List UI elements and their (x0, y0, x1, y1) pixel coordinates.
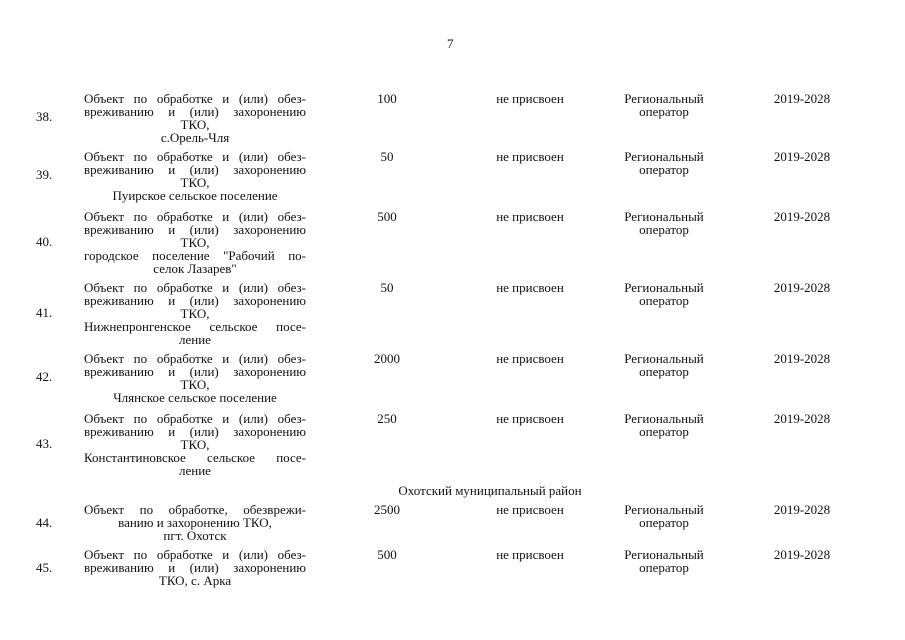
operator-line: Региональный (624, 280, 704, 295)
object-name (84, 412, 306, 477)
registry-code: не присвоен (496, 351, 564, 366)
name-line: вреживанию и (или) захоронению (84, 162, 306, 177)
capacity: 2500 (374, 502, 400, 517)
name-line: вреживанию и (или) захоронению (84, 560, 306, 575)
name-line: Объект по обработке и (или) обез- (84, 411, 306, 426)
operator (604, 92, 724, 118)
object-name (84, 548, 306, 587)
object-name (84, 281, 306, 346)
name-line: Члянское сельское поселение (113, 390, 277, 405)
operator-line: оператор (639, 162, 689, 177)
operator-line: оператор (639, 515, 689, 530)
capacity: 50 (380, 280, 394, 295)
row-number: 38. (36, 109, 53, 124)
registry-code: не присвоен (496, 149, 564, 164)
name-line: ТКО, (180, 117, 210, 132)
name-line: ление (179, 463, 211, 478)
row-number: 44. (36, 515, 53, 530)
operator (604, 150, 724, 176)
operator-line: Региональный (624, 91, 704, 106)
name-line: с.Орель-Чля (160, 130, 230, 145)
registry-code: не присвоен (496, 547, 564, 562)
name-line: вреживанию и (или) захоронению (84, 424, 306, 439)
capacity: 50 (380, 149, 394, 164)
page-number: 7 (447, 36, 454, 51)
period: 2019-2028 (773, 411, 831, 426)
name-line: Объект по обработке и (или) обез- (84, 280, 306, 295)
name-line: вреживанию и (или) захоронению (84, 222, 306, 237)
period: 2019-2028 (773, 280, 831, 295)
name-line: вреживанию и (или) захоронению (84, 104, 306, 119)
object-name (84, 150, 306, 202)
operator-line: Региональный (624, 411, 704, 426)
period: 2019-2028 (773, 547, 831, 562)
name-line: Объект по обработке и (или) обез- (84, 209, 306, 224)
operator-line: Региональный (624, 351, 704, 366)
name-line: ТКО, (180, 437, 210, 452)
registry-code: не присвоен (496, 502, 564, 517)
operator (604, 352, 724, 378)
operator-line: оператор (639, 222, 689, 237)
name-line: Объект по обработке и (или) обез- (84, 91, 306, 106)
capacity: 250 (377, 411, 397, 426)
operator-line: оператор (639, 364, 689, 379)
row-number: 40. (36, 234, 53, 249)
registry-code: не присвоен (496, 411, 564, 426)
operator-line: Региональный (624, 502, 704, 517)
operator-line: Региональный (624, 209, 704, 224)
name-line: вреживанию и (или) захоронению (84, 364, 306, 379)
registry-code: не присвоен (496, 209, 564, 224)
name-line: пгт. Охотск (163, 528, 227, 543)
name-line: Объект по обработке, обезврежи- (84, 502, 306, 517)
period: 2019-2028 (773, 149, 831, 164)
name-line: Объект по обработке и (или) обез- (84, 547, 306, 562)
registry-code: не присвоен (496, 91, 564, 106)
name-line: вреживанию и (или) захоронению (84, 293, 306, 308)
capacity: 500 (377, 209, 397, 224)
object-name (84, 503, 306, 542)
name-line: ТКО, с. Арка (158, 573, 232, 588)
operator-line: оператор (639, 424, 689, 439)
period: 2019-2028 (773, 91, 831, 106)
operator-line: Региональный (624, 547, 704, 562)
operator-line: Региональный (624, 149, 704, 164)
period: 2019-2028 (773, 209, 831, 224)
capacity: 100 (377, 91, 397, 106)
name-line: Объект по обработке и (или) обез- (84, 149, 306, 164)
object-name (84, 92, 306, 144)
object-name (84, 352, 306, 404)
object-name (84, 210, 306, 275)
period: 2019-2028 (773, 351, 831, 366)
operator (604, 281, 724, 307)
name-line: Нижнепронгенское сельское посе- (84, 319, 306, 334)
name-line: Пуирское сельское поселение (112, 188, 278, 203)
capacity: 2000 (374, 351, 400, 366)
name-line: ванию и захоронению ТКО, (118, 515, 272, 530)
row-number: 45. (36, 560, 53, 575)
name-line: ТКО, (180, 306, 210, 321)
row-number: 41. (36, 305, 53, 320)
name-line: Объект по обработке и (или) обез- (84, 351, 306, 366)
operator (604, 503, 724, 529)
district-heading: Охотский муниципальный район (398, 483, 582, 498)
operator-line: оператор (639, 560, 689, 575)
capacity: 500 (377, 547, 397, 562)
registry-code: не присвоен (496, 280, 564, 295)
name-line: Константиновское сельское посе- (84, 450, 306, 465)
name-line: ТКО, (180, 377, 210, 392)
name-line: ТКО, (180, 175, 210, 190)
row-number: 39. (36, 167, 53, 182)
name-line: ТКО, (180, 235, 210, 250)
operator (604, 210, 724, 236)
operator (604, 548, 724, 574)
period: 2019-2028 (773, 502, 831, 517)
name-line: городское поселение "Рабочий по- (84, 248, 306, 263)
name-line: селок Лазарев" (153, 261, 237, 276)
name-line: ление (179, 332, 211, 347)
operator (604, 412, 724, 438)
operator-line: оператор (639, 293, 689, 308)
row-number: 43. (36, 436, 53, 451)
operator-line: оператор (639, 104, 689, 119)
row-number: 42. (36, 369, 53, 384)
